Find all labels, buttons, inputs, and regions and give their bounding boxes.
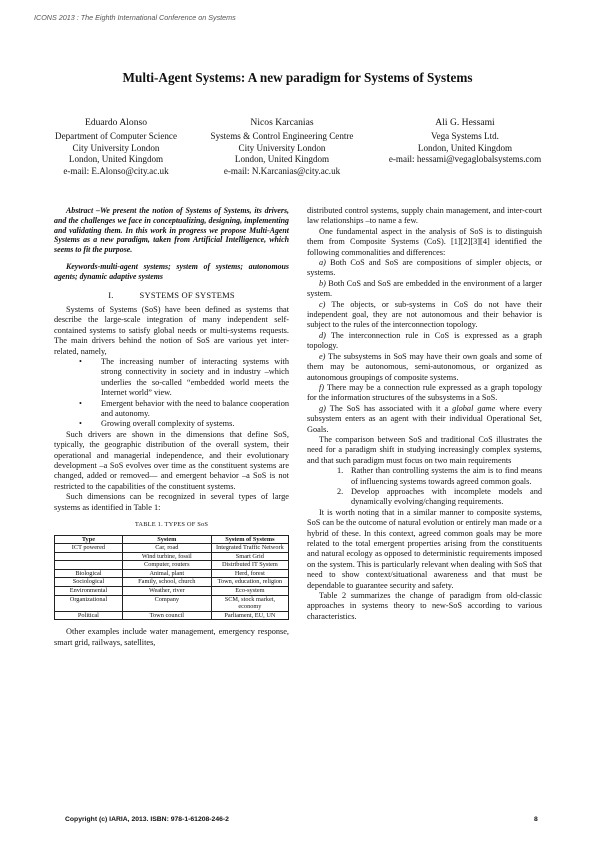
page-number: 8: [534, 816, 538, 823]
table-cell: Environmental: [55, 587, 123, 596]
table-cell: Family, school, church: [122, 578, 211, 587]
item-text: The interconnection rule in CoS is expressed as a graph topology.: [307, 330, 542, 351]
author-email: e-mail: E.Alonso@city.ac.uk: [63, 165, 169, 176]
item-text: The subsystems in SoS may have their own goals and some of them may be autonomous, semi-autonomous, or organized as autonomous groupings of composite systems.: [307, 351, 542, 382]
author-block-1: [42, 117, 190, 177]
table-cell: Wind turbine, fossil: [122, 552, 211, 561]
author-affiliation: City University London: [72, 142, 160, 153]
paragraph: The comparison between SoS and traditional CoS illustrates the need for a paradigm shift in studying increasingly complex systems, and that such paradigm must focus on two main requirements: [307, 434, 542, 465]
table-cell: Car, road: [122, 544, 211, 553]
section-number: I.: [108, 289, 114, 300]
table-cell: Biological: [55, 569, 123, 578]
table-cell: Integrated Traffic Network: [211, 544, 288, 553]
item-text: Both CoS and SoS are compositions of simpler objects, or systems.: [307, 258, 543, 278]
item-label: g): [319, 403, 326, 413]
running-header: ICONS 2013 : The Eighth International Conference on Systems: [34, 13, 236, 22]
table-cell: [55, 552, 123, 561]
author-affiliation: London, United Kingdom: [417, 142, 513, 153]
author-name: Ali G. Hessami: [435, 117, 495, 128]
item-text: Rather than controlling systems the aim is to find means of influencing systems towards agreed common goals.: [351, 466, 542, 486]
table-cell: Town council: [122, 611, 211, 620]
item-text: where every subsystem enters as an agent with their individual Operational Set, Goals.: [307, 403, 543, 434]
paragraph: distributed control systems, supply chain management, and inter-court law relationships –to name a few.: [307, 206, 542, 226]
list-item: [307, 258, 542, 279]
list-item: [307, 404, 542, 435]
author-name: Nicos Karcanias: [250, 117, 314, 128]
item-text: There may be a connection rule expressed as a graph topology for the information structures of the subsystems in a SoS.: [307, 382, 542, 403]
table-cell: Smart Grid: [211, 552, 288, 561]
keywords: Keywords-multi-agent systems; system of systems; autonomous agents; dynamic adaptive systems: [54, 261, 289, 281]
table-cell: [55, 561, 123, 570]
table-header-row: [55, 535, 289, 544]
item-number: 1.: [337, 466, 344, 476]
paragraph: Such dimensions can be recognized in several types of large systems as identified in Table 1:: [54, 492, 289, 512]
paragraph: One fundamental aspect in the analysis of SoS is to distinguish them from Composite Systems (CoS). [1][2][3][4] identified the following commonalities and differences:: [307, 226, 542, 257]
table-cell: Distributed IT System: [211, 561, 288, 570]
author-affiliation: London, United Kingdom: [68, 154, 164, 165]
table-row: [55, 552, 289, 561]
numbered-item: [337, 466, 542, 487]
table-cell: Company: [122, 595, 211, 611]
author-affiliation: London, United Kingdom: [234, 154, 330, 165]
list-item: [307, 279, 542, 300]
list-item: [307, 300, 542, 331]
item-text: Develop approaches with incomplete models and dynamically evolving/changing requirements.: [351, 486, 542, 507]
author-email: e-mail: hessami@vegaglobalsystems.com: [388, 154, 542, 165]
numbered-item: [337, 486, 542, 508]
bullet-item: • The increasing number of interacting systems with strong connectivity in society and in industry –which underlies the so-called “embedded world meets the Internet world” view.: [101, 357, 289, 399]
table-cell: Town, education, religion: [211, 578, 288, 587]
copyright-footer: Copyright (c) IARIA, 2013. ISBN: 978-1-61208-246-2: [65, 816, 229, 823]
author-affiliation: City University London: [238, 142, 326, 153]
table-caption: TABLE 1. TYPES OF SoS: [134, 521, 209, 529]
paragraph: Such drivers are shown in the dimensions that define SoS, typically, the geographic distribution of the overall system, their operational and managerial independence, and their evolutionary development –a SoS evolves over time as the constituent systems are changed, added or removed— and emergent behavior –a SoS is not restricted to the capabilities of the constituent systems.: [54, 429, 289, 491]
section-heading: [54, 290, 289, 300]
paragraph: Other examples include water management, emergency response, smart grid, railways, satellites,: [54, 627, 289, 647]
paper-title: Multi-Agent Systems: A new paradigm for Systems of Systems: [122, 70, 473, 85]
item-text: The SoS has associated with it a: [329, 403, 449, 413]
table-cell: ICT powered: [55, 544, 123, 553]
author-name: Eduardo Alonso: [84, 117, 148, 128]
table-header-cell: System of Systems: [211, 535, 288, 544]
author-affiliation: Systems & Control Engineering Centre: [210, 131, 354, 142]
table-row: [55, 561, 289, 570]
table-row: [55, 595, 289, 611]
table-cell: Animal, plant: [122, 569, 211, 578]
table-cell: Organizational: [55, 595, 123, 611]
paragraph: It is worth noting that in a similar manner to composite systems, SoS can be the outcome of natural evolution or entirely man made or a hybrid of these. In this context, agreed common goals may be more related to the total emergent properties arising from the constituents and natural ecology as opposed to deterministic requirements imposed on the system. This is particularly relevant when dealing with SoS that need to show context/situational awareness and that must be dependable to guarantee security and safety.: [307, 507, 542, 590]
section-title: SYSTEMS OF SYSTEMS: [139, 289, 235, 300]
author-block-2: [196, 117, 368, 177]
item-text: The objects, or sub-systems in CoS do not have their independent goal, they are not autonomous and their behavior is subject to the rules of the interconnection topology.: [307, 299, 542, 330]
list-item: [307, 352, 542, 383]
item-emphasis: global game: [452, 403, 496, 413]
table-cell: Political: [55, 611, 123, 620]
table-row: [55, 611, 289, 620]
right-column: [307, 206, 542, 622]
bullet-item: • Growing overall complexity of systems.: [101, 419, 289, 429]
bullet-item: • Emergent behavior with the need to balance cooperation and autonomy.: [101, 399, 289, 420]
author-email: e-mail: N.Karcanias@city.ac.uk: [223, 165, 341, 176]
table-row: [55, 587, 289, 596]
item-number: 2.: [337, 486, 344, 496]
table-cell: Weather, river: [122, 587, 211, 596]
author-block-3: [370, 117, 560, 166]
table-header-cell: System: [122, 535, 211, 544]
table-cell: Herd, forest: [211, 569, 288, 578]
numbered-list: [307, 466, 542, 508]
table-row: [55, 569, 289, 578]
item-label: f): [319, 382, 325, 392]
table-row: [55, 578, 289, 587]
bullet-list: [54, 357, 289, 430]
item-text: Both CoS and SoS are embedded in the environment of a larger system.: [307, 278, 542, 299]
table-cell: Sociological: [55, 578, 123, 587]
left-column: [54, 206, 289, 648]
table-cell: Computer, routers: [122, 561, 211, 570]
list-item: [307, 383, 542, 404]
paragraph: Systems of Systems (SoS) have been defined as systems that describe the large-scale integration of many independent self-contained systems to satisfy global needs or multi-systems requests. The main drivers behind the notion of SoS are various yet inter-related, namely,: [54, 304, 289, 356]
item-label: b): [319, 278, 326, 288]
item-label: d): [319, 330, 326, 340]
table-cell: Parliament, EU, UN: [211, 611, 288, 620]
table-row: [55, 544, 289, 553]
table-header-cell: Type: [55, 535, 123, 544]
table-cell: SCM, stock market, economy: [211, 595, 288, 611]
types-of-sos-table: [54, 535, 289, 621]
author-affiliation: Vega Systems Ltd.: [431, 131, 499, 142]
item-label: e): [319, 351, 326, 361]
paragraph: Table 2 summarizes the change of paradigm from old-classic approaches in systems theory to new-SoS according to various characteristics.: [307, 591, 542, 621]
table-cell: Eco-system: [211, 587, 288, 596]
list-item: [307, 331, 542, 352]
item-label: a): [319, 258, 326, 268]
author-affiliation: Department of Computer Science: [55, 131, 177, 142]
item-label: c): [319, 299, 326, 309]
abstract: Abstract –We present the notion of Systems of Systems, its drivers, and the challenges we face in conceptualizing, designing, implementing and validating them. In this work in progress we propose Multi-Agent Systems as a new paradigm, taken from Artificial Intelligence, which seems to fit the purpose.: [54, 206, 289, 255]
